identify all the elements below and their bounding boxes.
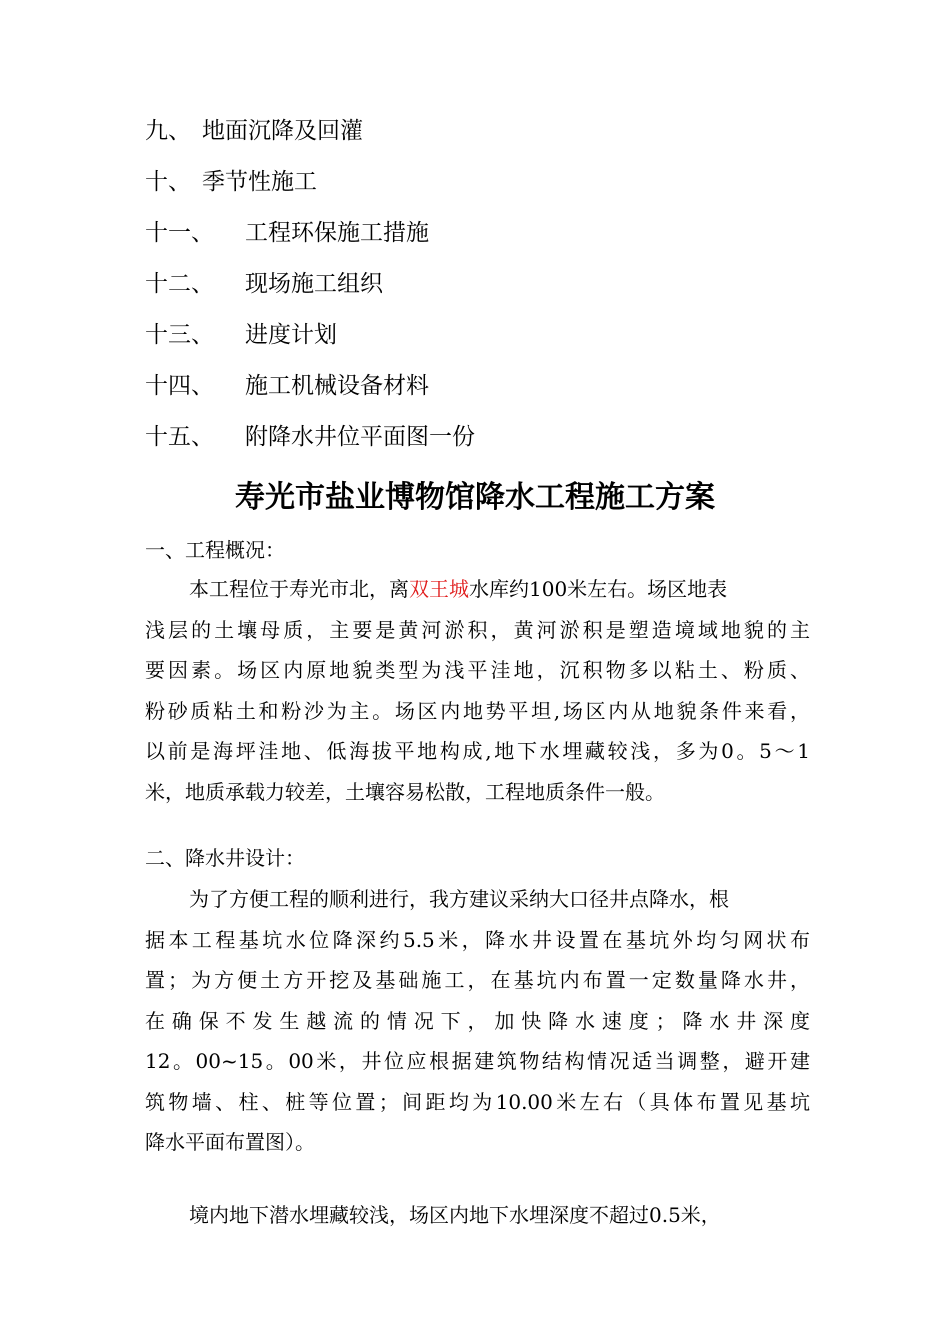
toc-item-text: 地面沉降及回灌 (202, 118, 363, 144)
toc-item-text: 现场施工组织 (245, 271, 383, 297)
paragraph-line: 境内地下潜水埋藏较浅，场区内地下水埋深度不超过0.5米， (189, 1203, 721, 1227)
paragraph-line: 筑物墙、柱、桩等位置；间距均为10.00米左右（具体布置见基坑 (145, 1089, 810, 1114)
toc-item (145, 116, 363, 146)
toc-item-text: 季节性施工 (202, 169, 317, 195)
paragraph-line: 在确保不发生越流的情况下，加快降水速度；降水井深度 (145, 1008, 810, 1033)
highlighted-text: 双王城 (409, 577, 469, 601)
toc-item-number: 十二、 (145, 271, 214, 297)
paragraph-line: 浅层的土壤母质，主要是黄河淤积，黄河淤积是塑造境域地貌的主 (145, 617, 810, 642)
toc-item-text: 工程环保施工措施 (245, 220, 429, 246)
paragraph-line: 置；为方便土方开挖及基础施工，在基坑内布置一定数量降水井， (145, 968, 810, 992)
toc-item-number: 十四、 (145, 373, 214, 399)
paragraph-line: 米，地质承载力较差，土壤容易松散，工程地质条件一般。 (145, 779, 665, 804)
document-title: 寿光市盐业博物馆降水工程施工方案 (235, 480, 715, 515)
paragraph-line: 粉砂质粘土和粉沙为主。场区内地势平坦,场区内从地貌条件来看， (145, 698, 810, 723)
toc-item (145, 371, 429, 401)
section-paragraph (145, 1195, 810, 1236)
toc-item-number: 十五、 (145, 424, 214, 450)
toc-item-number: 九、 (145, 118, 191, 144)
section-heading: 二、降水井设计： (145, 846, 305, 870)
section-paragraph (145, 879, 810, 1163)
paragraph-line: 据本工程基坑水位降深约5.5米，降水井设置在基坑外均匀网状布 (145, 927, 810, 952)
paragraph-line: 要因素。场区内原地貌类型为浅平洼地，沉积物多以粘土、粉质、 (145, 658, 810, 682)
toc-item (145, 167, 317, 197)
toc-item-text: 进度计划 (245, 322, 337, 348)
paragraph-line: 降水平面布置图）。 (145, 1130, 315, 1154)
toc-item (145, 269, 383, 299)
toc-item-number: 十、 (145, 169, 191, 195)
paragraph-line (145, 569, 810, 610)
toc-item-text: 施工机械设备材料 (245, 373, 429, 399)
toc-item (145, 320, 337, 350)
text-run: 本工程位于寿光市北，离 (189, 577, 409, 601)
section-heading: 一、工程概况： (145, 538, 285, 562)
toc-item-text: 附降水井位平面图一份 (245, 424, 475, 450)
toc-item-number: 十一、 (145, 220, 214, 246)
paragraph-line: 12。00~15。00米，井位应根据建筑物结构情况适当调整，避开建 (145, 1049, 810, 1073)
toc-item (145, 218, 429, 248)
text-run: 水库约100米左右。场区地表 (469, 577, 728, 601)
section-paragraph (145, 569, 810, 812)
toc-item (145, 422, 475, 452)
paragraph-line: 为了方便工程的顺利进行，我方建议采纳大口径井点降水，根 (189, 887, 729, 911)
paragraph-line: 以前是海坪洼地、低海拔平地构成,地下水埋藏较浅，多为0。5～1 (145, 739, 810, 763)
toc-item-number: 十三、 (145, 322, 214, 348)
